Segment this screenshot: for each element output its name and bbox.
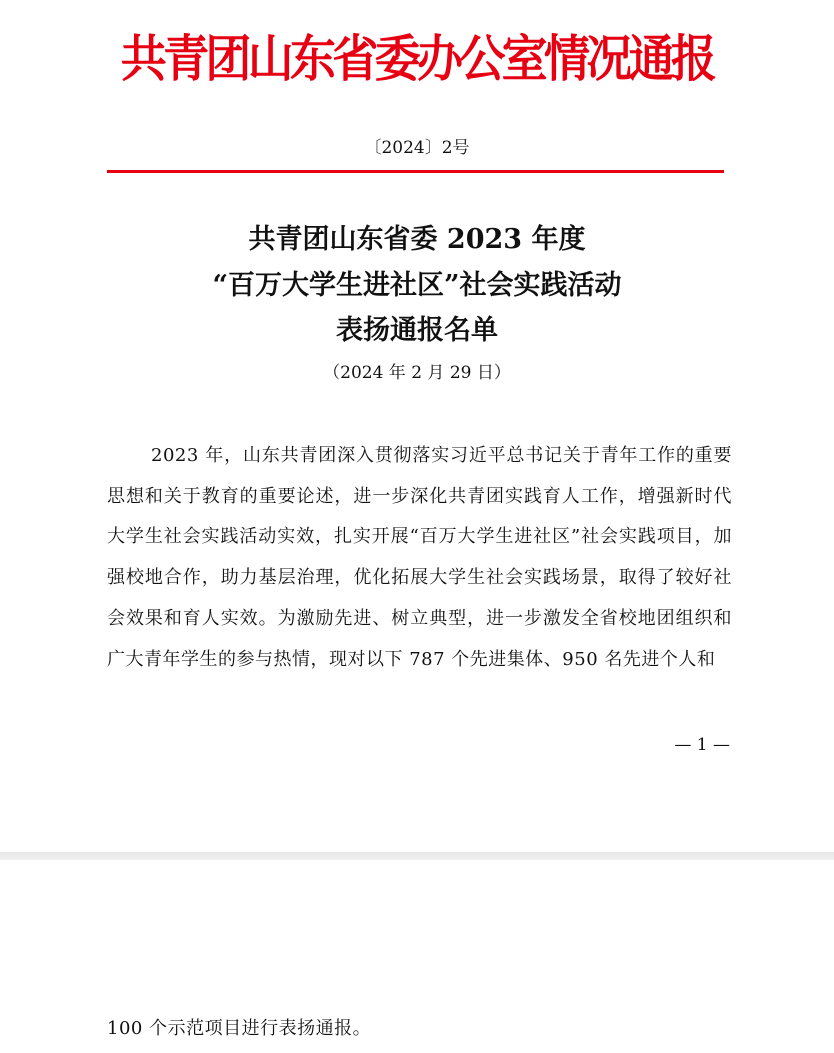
issue-date: （2024 年 2 月 29 日）	[323, 363, 511, 383]
body-paragraph: 2023 年，山东共青团深入贯彻落实习近平总书记关于青年工作的重要思想和关于教育的重要论述，进一步深化共青团实践育人工作，增强新时代大学生社会实践活动实效，扎实开展“百万大学生进社区”社会实践项目，加强校地合作，助力基层治理，优化拓展大学生社会实践场景，取得了较好社会效果和育人实效。为激励先进、树立典型，进一步激发全省校地团组织和广大青年学生的参与热情，现对以下 787 个先进集体、950 名先进个人和	[107, 445, 732, 670]
red-divider-line	[107, 170, 724, 173]
page-number: — 1 —	[674, 735, 730, 755]
title-line-3: 表扬通报名单	[336, 315, 498, 346]
document-page-2	[0, 860, 834, 1053]
title-line-1: 共青团山东省委 2023 年度	[248, 224, 586, 255]
title-line-2: “百万大学生进社区”社会实践活动	[212, 270, 622, 301]
masthead-title: 共青团山东省委办公室情况通报	[120, 30, 714, 88]
document-number: 〔2024〕2号	[364, 138, 470, 158]
body-paragraph-continued: 100 个示范项目进行表扬通报。	[107, 1018, 372, 1039]
page-separator	[0, 852, 834, 860]
